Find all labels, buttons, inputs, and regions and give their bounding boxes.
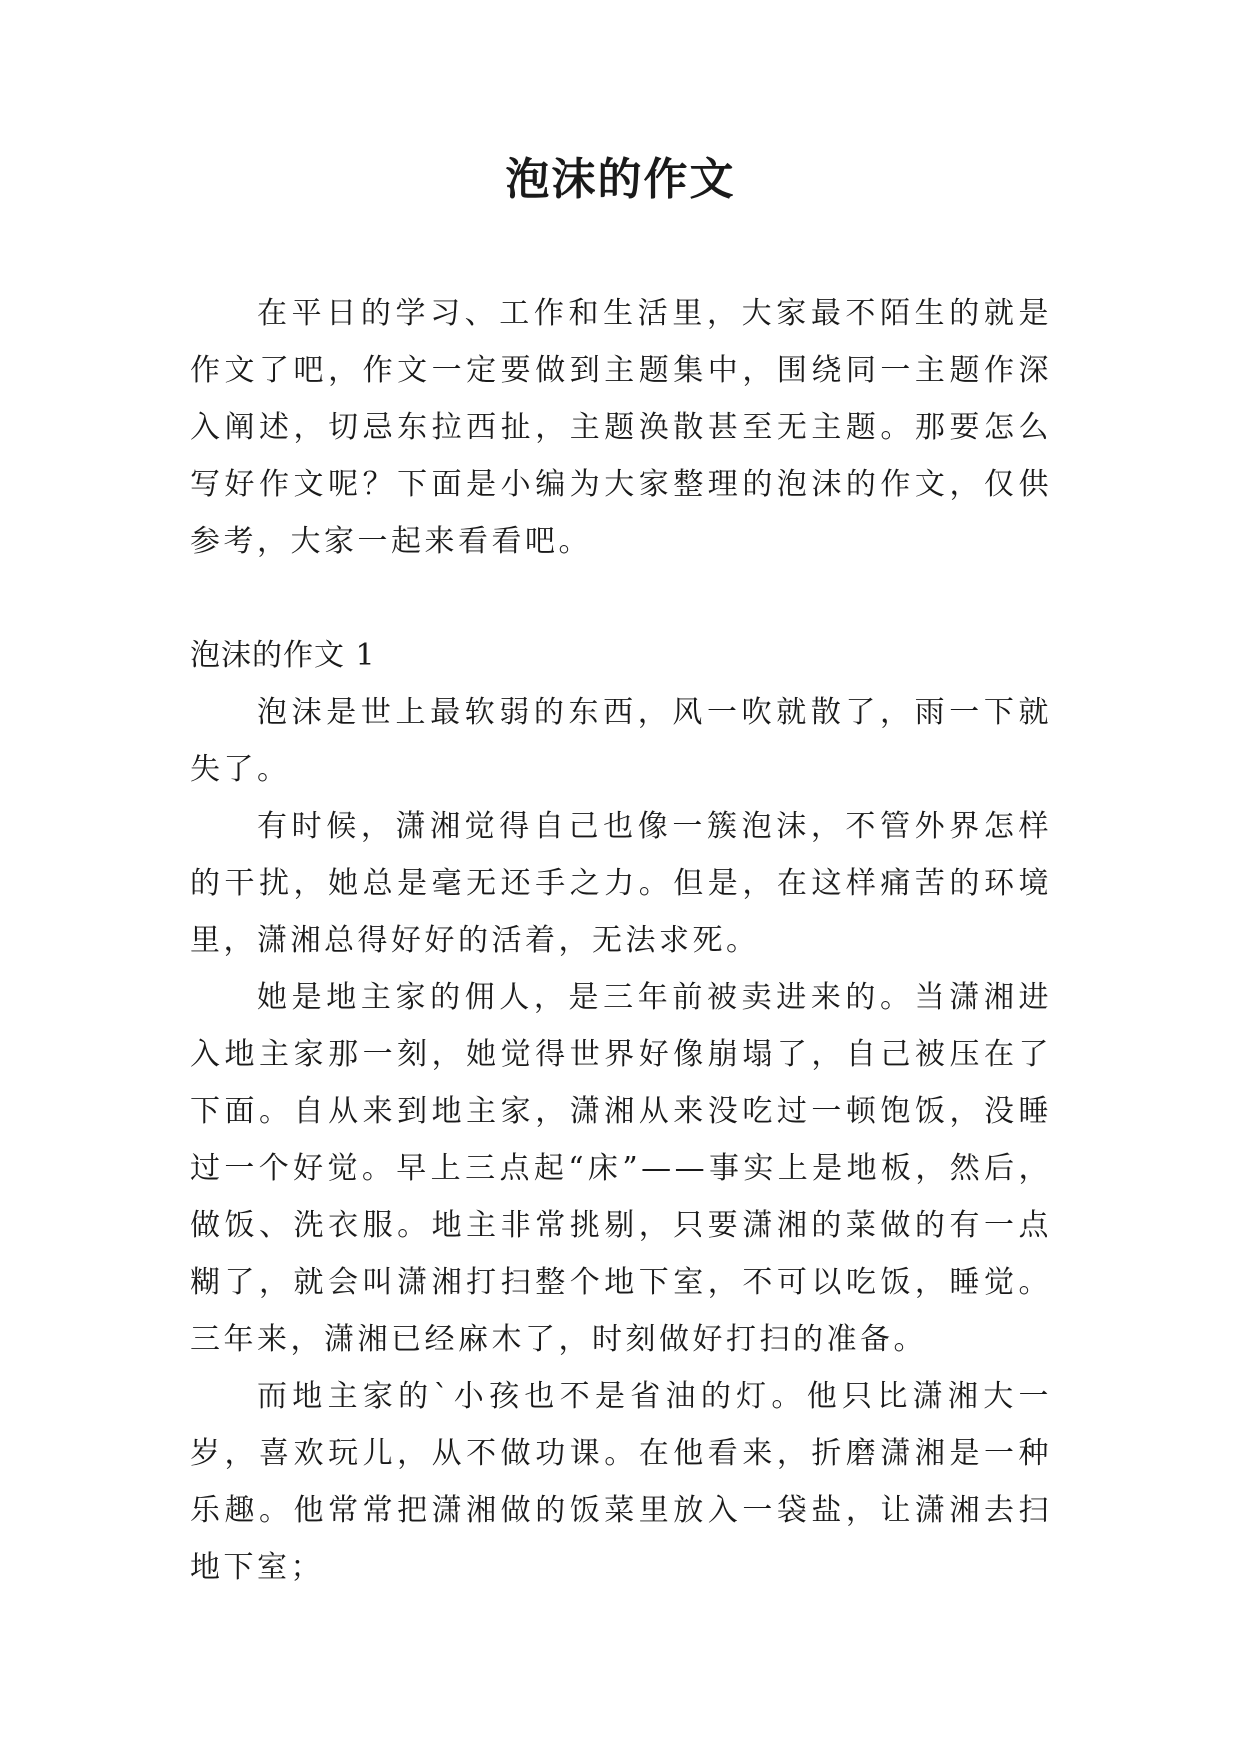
document-title: 泡沫的作文 xyxy=(505,154,736,205)
intro-paragraph: 在平日的学习、工作和生活里，大家最不陌生的就是作文了吧，作文一定要做到主题集中，围绕同一主题作深入阐述，切忌东拉西扯，主题涣散甚至无主题。那要怎么写好作文呢？下面是小编为大家整理的泡沫的作文，仅供参考，大家一起来看看吧。 xyxy=(190,296,1052,559)
document-body xyxy=(190,285,1052,1596)
body-paragraph: 有时候，潇湘觉得自己也像一簇泡沫，不管外界怎样的干扰，她总是毫无还手之力。但是，在这样痛苦的环境里，潇湘总得好好的活着，无法求死。 xyxy=(190,809,1052,958)
body-paragraph: 泡沫是世上最软弱的东西，风一吹就散了，雨一下就失了。 xyxy=(190,695,1052,787)
body-paragraph: 而地主家的`小孩也不是省油的灯。他只比潇湘大一岁，喜欢玩儿，从不做功课。在他看来，折磨潇湘是一种乐趣。他常常把潇湘做的饭菜里放入一袋盐，让潇湘去扫地下室； xyxy=(190,1379,1052,1585)
section-heading: 泡沫的作文 1 xyxy=(190,638,376,673)
body-paragraph: 她是地主家的佣人，是三年前被卖进来的。当潇湘进入地主家那一刻，她觉得世界好像崩塌了，自己被压在了下面。自从来到地主家，潇湘从来没吃过一顿饱饭，没睡过一个好觉。早上三点起“床”——事实上是地板，然后，做饭、洗衣服。地主非常挑剔，只要潇湘的菜做的有一点糊了，就会叫潇湘打扫整个地下室，不可以吃饭，睡觉。三年来，潇湘已经麻木了，时刻做好打扫的准备。 xyxy=(190,980,1052,1357)
